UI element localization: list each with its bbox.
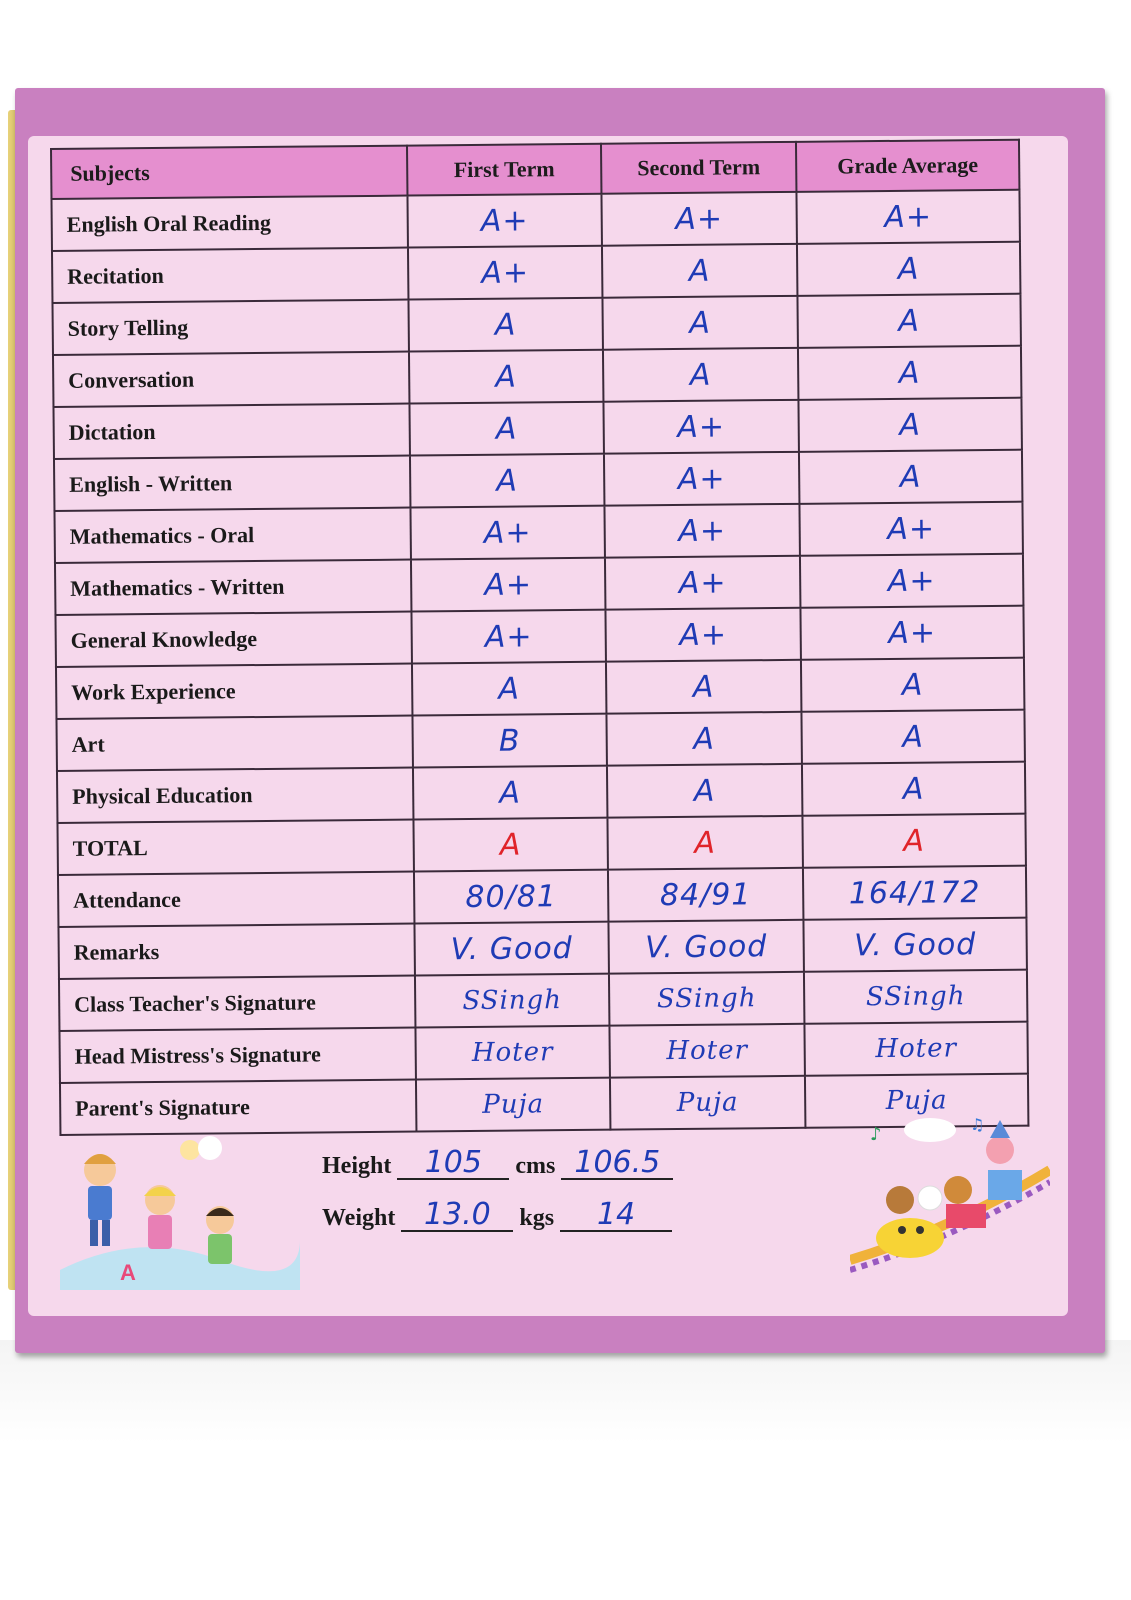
header-second-term: Second Term (601, 142, 797, 194)
grades-body (51, 190, 1028, 1135)
subject-cell: Conversation (53, 352, 409, 407)
grade-cell-second: A+ (603, 400, 799, 454)
table-row (56, 710, 1024, 771)
grade-cell-second: A+ (605, 556, 801, 610)
height-first-value: 105 (397, 1148, 509, 1180)
grade-cell-first: A (412, 662, 606, 716)
signature-cell: Hoter (804, 1022, 1027, 1076)
grade-cell-first: V. Good (414, 922, 608, 976)
svg-text:A: A (120, 1260, 136, 1285)
weight-row (322, 1197, 672, 1232)
subject-cell: English - Written (54, 456, 410, 511)
grade-cell-second: A (603, 348, 799, 402)
children-illustration (60, 1130, 300, 1290)
grade-cell-first: A (410, 454, 604, 508)
subject-cell: Head Mistress's Signature (59, 1028, 415, 1083)
scan-background (0, 1340, 1131, 1600)
subject-cell: Parent's Signature (60, 1080, 416, 1135)
table-row (56, 658, 1024, 719)
weight-label: Weight (322, 1205, 396, 1231)
grade-cell-avg: A (797, 242, 1020, 296)
table-row (53, 398, 1021, 459)
table-row (55, 606, 1023, 667)
subject-cell: Remarks (58, 924, 414, 979)
grade-cell-first: A (408, 298, 602, 352)
grade-cell-avg: A+ (800, 554, 1023, 608)
table-row (52, 294, 1020, 355)
table-row (54, 450, 1022, 511)
grade-cell-first: A (413, 818, 607, 872)
grade-cell-first: A+ (411, 558, 605, 612)
grade-cell-avg: A+ (799, 502, 1022, 556)
animal-train-illustration (850, 1110, 1050, 1280)
subject-cell: Attendance (58, 872, 414, 927)
grade-cell-second: A (607, 816, 803, 870)
grade-cell-first: B (412, 714, 606, 768)
table-row (51, 190, 1019, 251)
grade-cell-avg: 164/172 (803, 866, 1026, 920)
subject-cell: Work Experience (56, 664, 412, 719)
table-row (57, 814, 1025, 875)
height-label: Height (322, 1153, 392, 1179)
grade-cell-first: A+ (410, 506, 604, 560)
table-row (54, 502, 1022, 563)
grade-cell-first: A (413, 766, 607, 820)
grades-table (50, 139, 1029, 1136)
grade-cell-avg: A+ (796, 190, 1019, 244)
subject-cell: Art (56, 716, 412, 771)
subject-cell: Mathematics - Written (55, 560, 411, 615)
grade-cell-second: A+ (604, 504, 800, 558)
subject-cell: Mathematics - Oral (54, 508, 410, 563)
header-first-term: First Term (407, 144, 601, 196)
header-subjects: Subjects (51, 146, 407, 199)
height-unit: cms (515, 1153, 556, 1179)
subject-cell: Physical Education (57, 768, 413, 823)
table-row (58, 866, 1026, 927)
grade-cell-first: A+ (408, 246, 602, 300)
grade-cell-avg: V. Good (803, 918, 1026, 972)
grade-cell-second: A (602, 244, 798, 298)
grade-cell-first: A (409, 402, 603, 456)
subject-cell: Recitation (52, 248, 408, 303)
subject-cell: General Knowledge (55, 612, 411, 667)
subject-cell: Class Teacher's Signature (59, 976, 415, 1031)
grade-cell-avg: A+ (800, 606, 1023, 660)
grade-cell-first: A+ (407, 194, 601, 248)
height-second-value: 106.5 (561, 1148, 673, 1180)
header-grade-average: Grade Average (796, 140, 1019, 192)
grade-cell-second: A+ (604, 452, 800, 506)
grade-cell-second: A (606, 660, 802, 714)
weight-unit: kgs (519, 1205, 555, 1231)
signature-cell: Puja (416, 1078, 610, 1132)
table-row (59, 970, 1027, 1031)
grade-cell-second: V. Good (608, 920, 804, 974)
table-row (57, 762, 1025, 823)
grade-cell-second: 84/91 (608, 868, 804, 922)
height-row (322, 1145, 673, 1180)
grade-cell-avg: A (801, 710, 1024, 764)
grade-cell-avg: A (797, 294, 1020, 348)
signature-cell: SSingh (609, 972, 805, 1026)
signature-cell: SSingh (804, 970, 1027, 1024)
grade-cell-second: A+ (601, 192, 797, 246)
signature-cell: Hoter (609, 1024, 805, 1078)
table-row (59, 1022, 1027, 1083)
table-row (53, 346, 1021, 407)
grade-cell-first: 80/81 (414, 870, 608, 924)
table-row (58, 918, 1026, 979)
grade-cell-second: A (607, 764, 803, 818)
grade-cell-avg: A (802, 762, 1025, 816)
grade-cell-avg: A (798, 398, 1021, 452)
signature-cell: Puja (805, 1074, 1028, 1128)
svg-text:♫: ♫ (970, 1115, 985, 1134)
weight-first-value: 13.0 (401, 1200, 513, 1232)
grade-cell-avg: A (799, 450, 1022, 504)
grade-cell-first: A+ (411, 610, 605, 664)
grade-cell-second: A+ (605, 608, 801, 662)
signature-cell: SSingh (415, 974, 609, 1028)
weight-second-value: 14 (560, 1200, 672, 1232)
grade-cell-first: A (409, 350, 603, 404)
signature-cell: Puja (610, 1076, 806, 1130)
grade-cell-avg: A (802, 814, 1025, 868)
subject-cell: Story Telling (52, 300, 408, 355)
signature-cell: Hoter (415, 1026, 609, 1080)
subject-cell: TOTAL (57, 820, 413, 875)
table-row (55, 554, 1023, 615)
table-row (52, 242, 1020, 303)
svg-text:♪: ♪ (870, 1124, 882, 1145)
grade-cell-avg: A (798, 346, 1021, 400)
subject-cell: English Oral Reading (51, 196, 407, 251)
grade-cell-second: A (602, 296, 798, 350)
grade-cell-avg: A (801, 658, 1024, 712)
grade-cell-second: A (606, 712, 802, 766)
subject-cell: Dictation (53, 404, 409, 459)
